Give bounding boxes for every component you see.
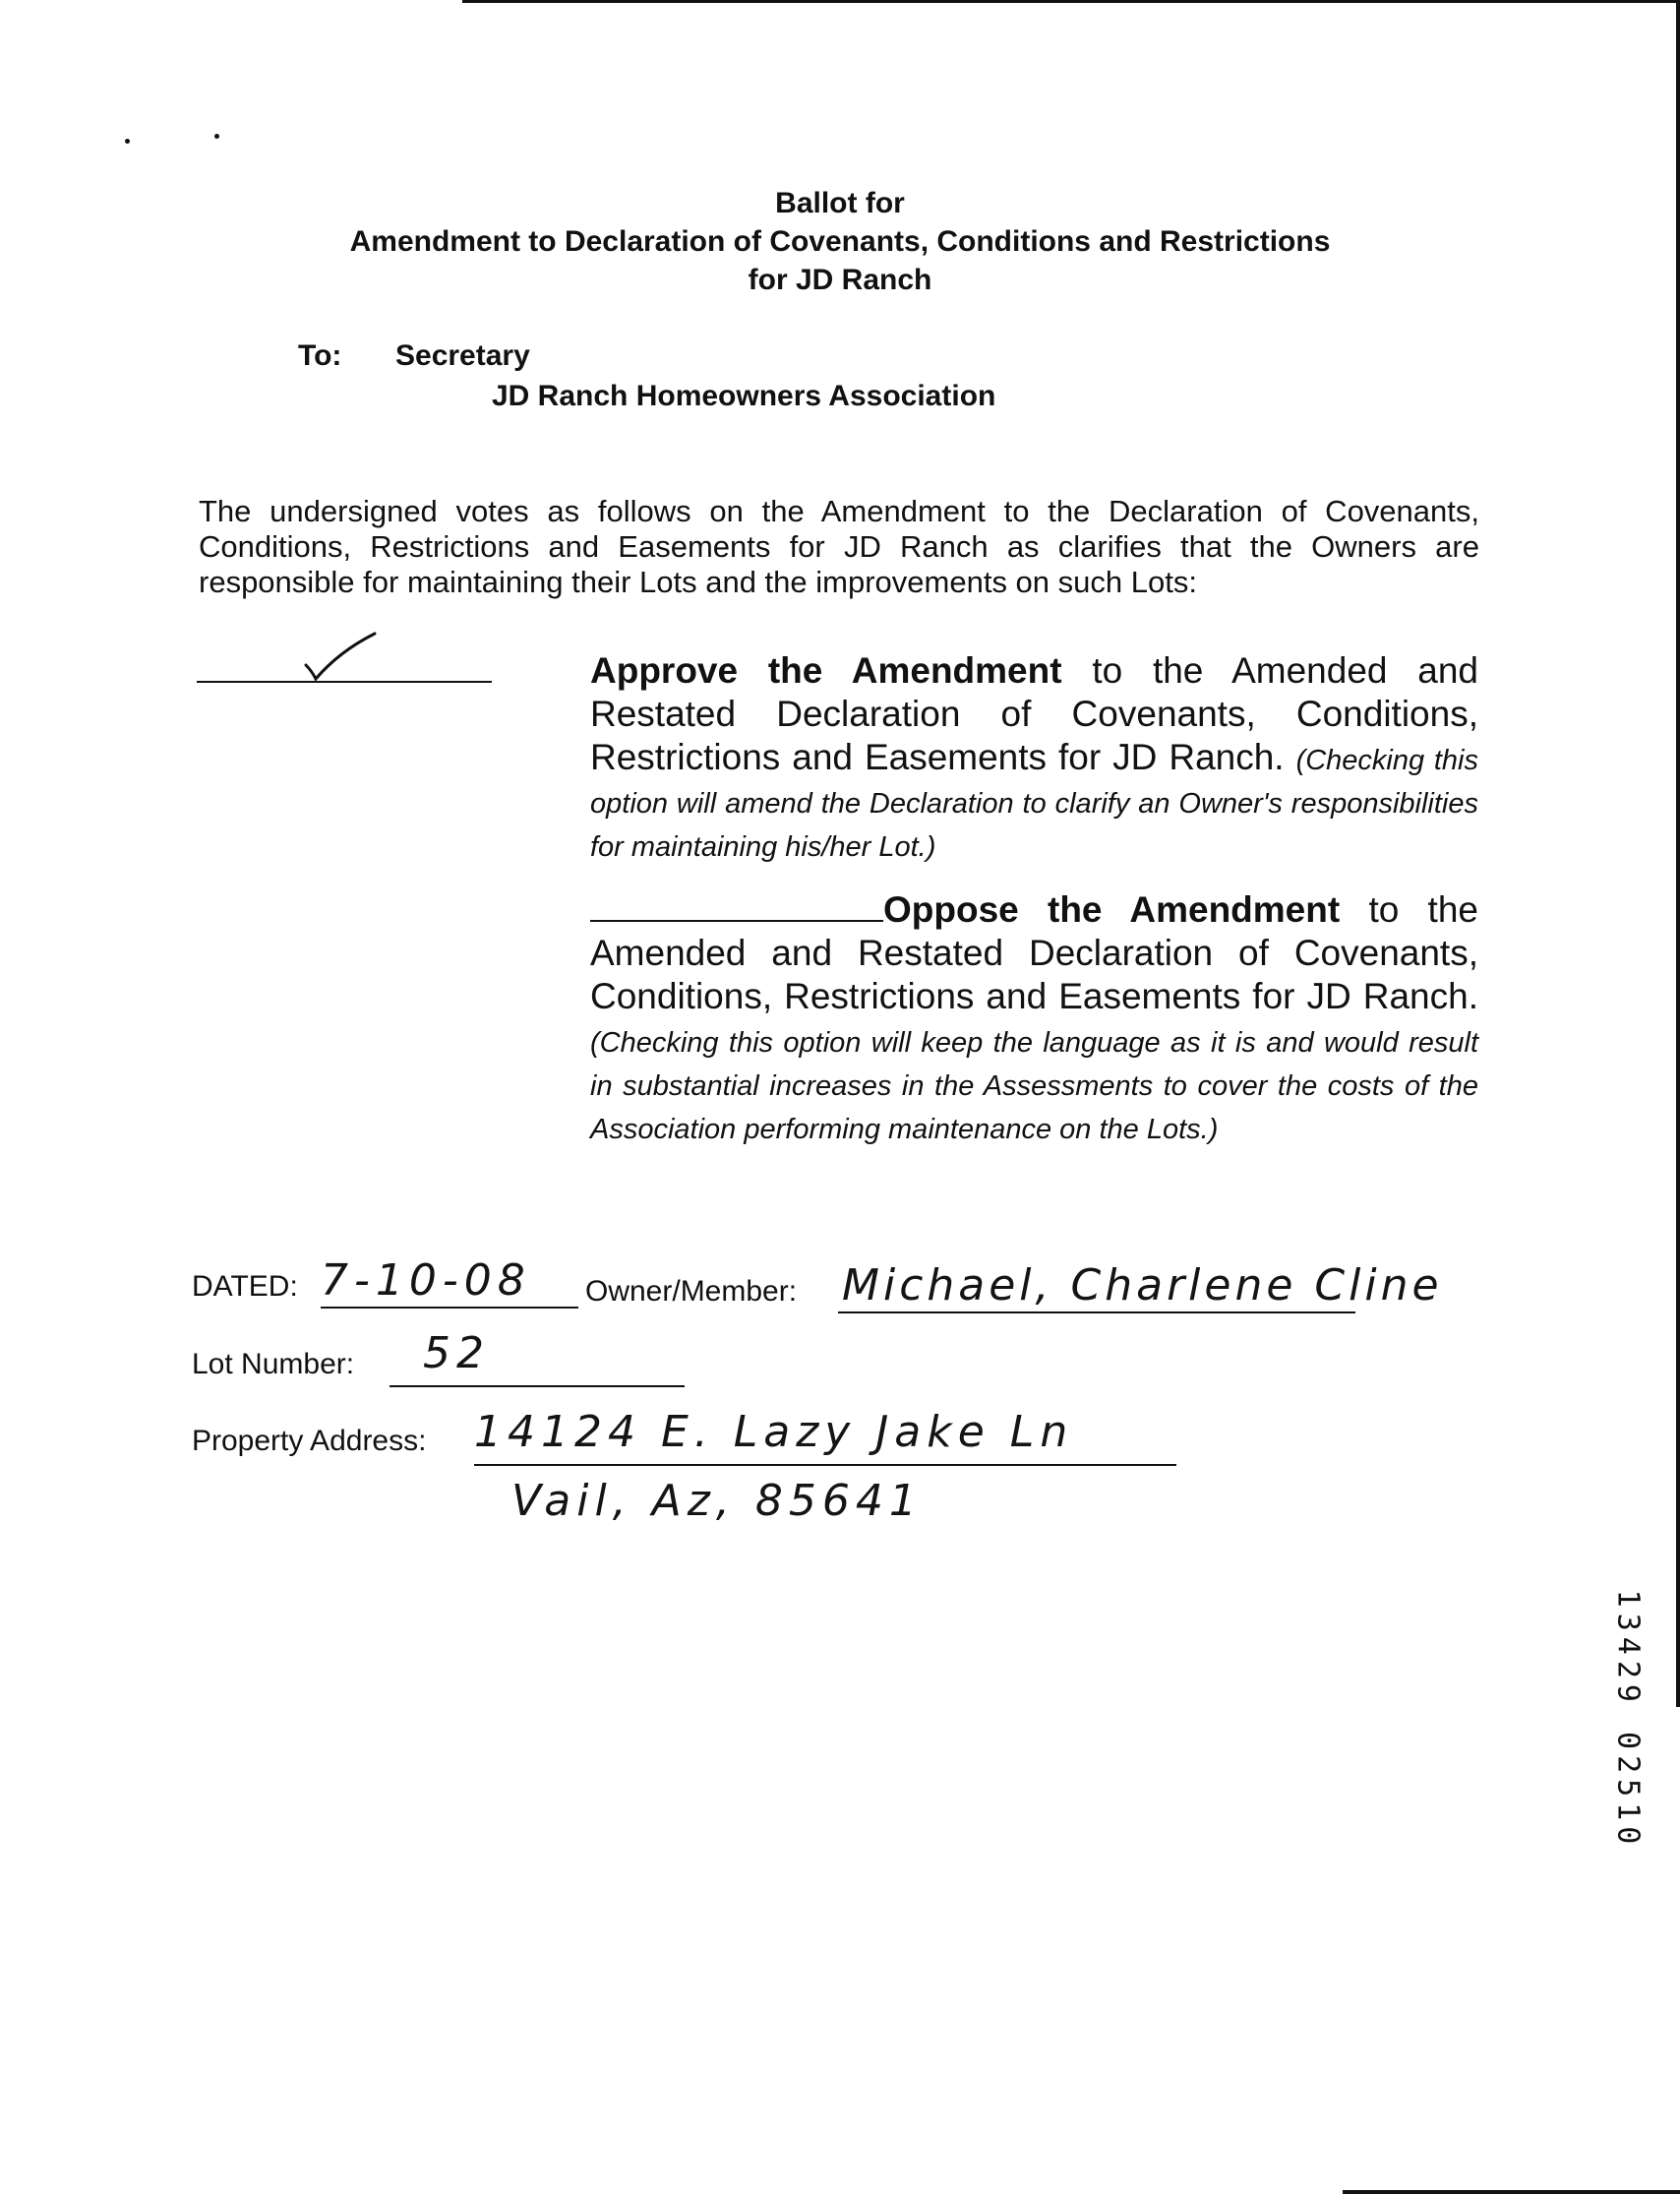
- lot-value: 52: [423, 1328, 490, 1378]
- document-number-stamp: 13429 02510: [1610, 1589, 1646, 1851]
- dated-value: 7-10-08: [321, 1255, 531, 1306]
- address-label: Property Address:: [192, 1425, 427, 1457]
- oppose-body: to the Amended and Restated Declaration of Covenants, Conditions, Restrictions and Easements for JD Ranch.: [590, 889, 1478, 1016]
- approve-option: [590, 649, 1478, 866]
- approve-heading: Approve the Amendment: [590, 650, 1062, 691]
- approve-note: (Checking this option will amend the Declaration to clarify an Owner's responsibilities for maintaining his/her Lot.): [590, 745, 1478, 863]
- dated-label: DATED:: [192, 1270, 298, 1303]
- address-line-2: Vail, Az, 85641: [511, 1476, 923, 1526]
- oppose-heading: Oppose the Amendment: [883, 889, 1341, 930]
- intro-paragraph: The undersigned votes as follows on the Amendment to the Declaration of Covenants, Conditions, Restrictions and Easements for JD Ranch as clarifies that the Owners are responsible for maintaining their Lots and the improvements on such Lots:: [199, 494, 1479, 599]
- owner-label: Owner/Member:: [585, 1275, 798, 1308]
- title-line-3: for JD Ranch: [748, 264, 932, 296]
- owner-value: Michael, Charlene Cline: [842, 1260, 1443, 1310]
- address-line[interactable]: [474, 1464, 1176, 1466]
- owner-line[interactable]: [838, 1311, 1355, 1313]
- page-border-bottom: [1343, 2190, 1680, 2194]
- oppose-checkbox-line[interactable]: [590, 890, 883, 922]
- oppose-note: (Checking this option will keep the language as it is and would result in substantial increases in the Assessments to cover the costs of the Association performing maintenance on the Lots.): [590, 1027, 1478, 1145]
- organization: JD Ranch Homeowners Association: [492, 380, 996, 412]
- oppose-option: [590, 888, 1478, 1148]
- lot-label: Lot Number:: [192, 1348, 355, 1380]
- lot-line[interactable]: [390, 1385, 685, 1387]
- approve-check-mark: [300, 628, 379, 687]
- title-line-1: Ballot for: [775, 187, 905, 219]
- approve-body: to the Amended and Restated Declaration of Covenants, Conditions, Restrictions and Easements for JD Ranch.: [590, 650, 1478, 777]
- address-line-1: 14124 E. Lazy Jake Ln: [474, 1407, 1074, 1457]
- dated-line[interactable]: [321, 1307, 578, 1309]
- page-border-top: [462, 0, 1680, 3]
- scan-speck: [125, 139, 130, 144]
- title-line-2: Amendment to Declaration of Covenants, Conditions and Restrictions: [349, 225, 1331, 258]
- recipient: Secretary: [395, 339, 530, 372]
- to-label: To:: [298, 339, 342, 372]
- scan-speck: [214, 134, 219, 139]
